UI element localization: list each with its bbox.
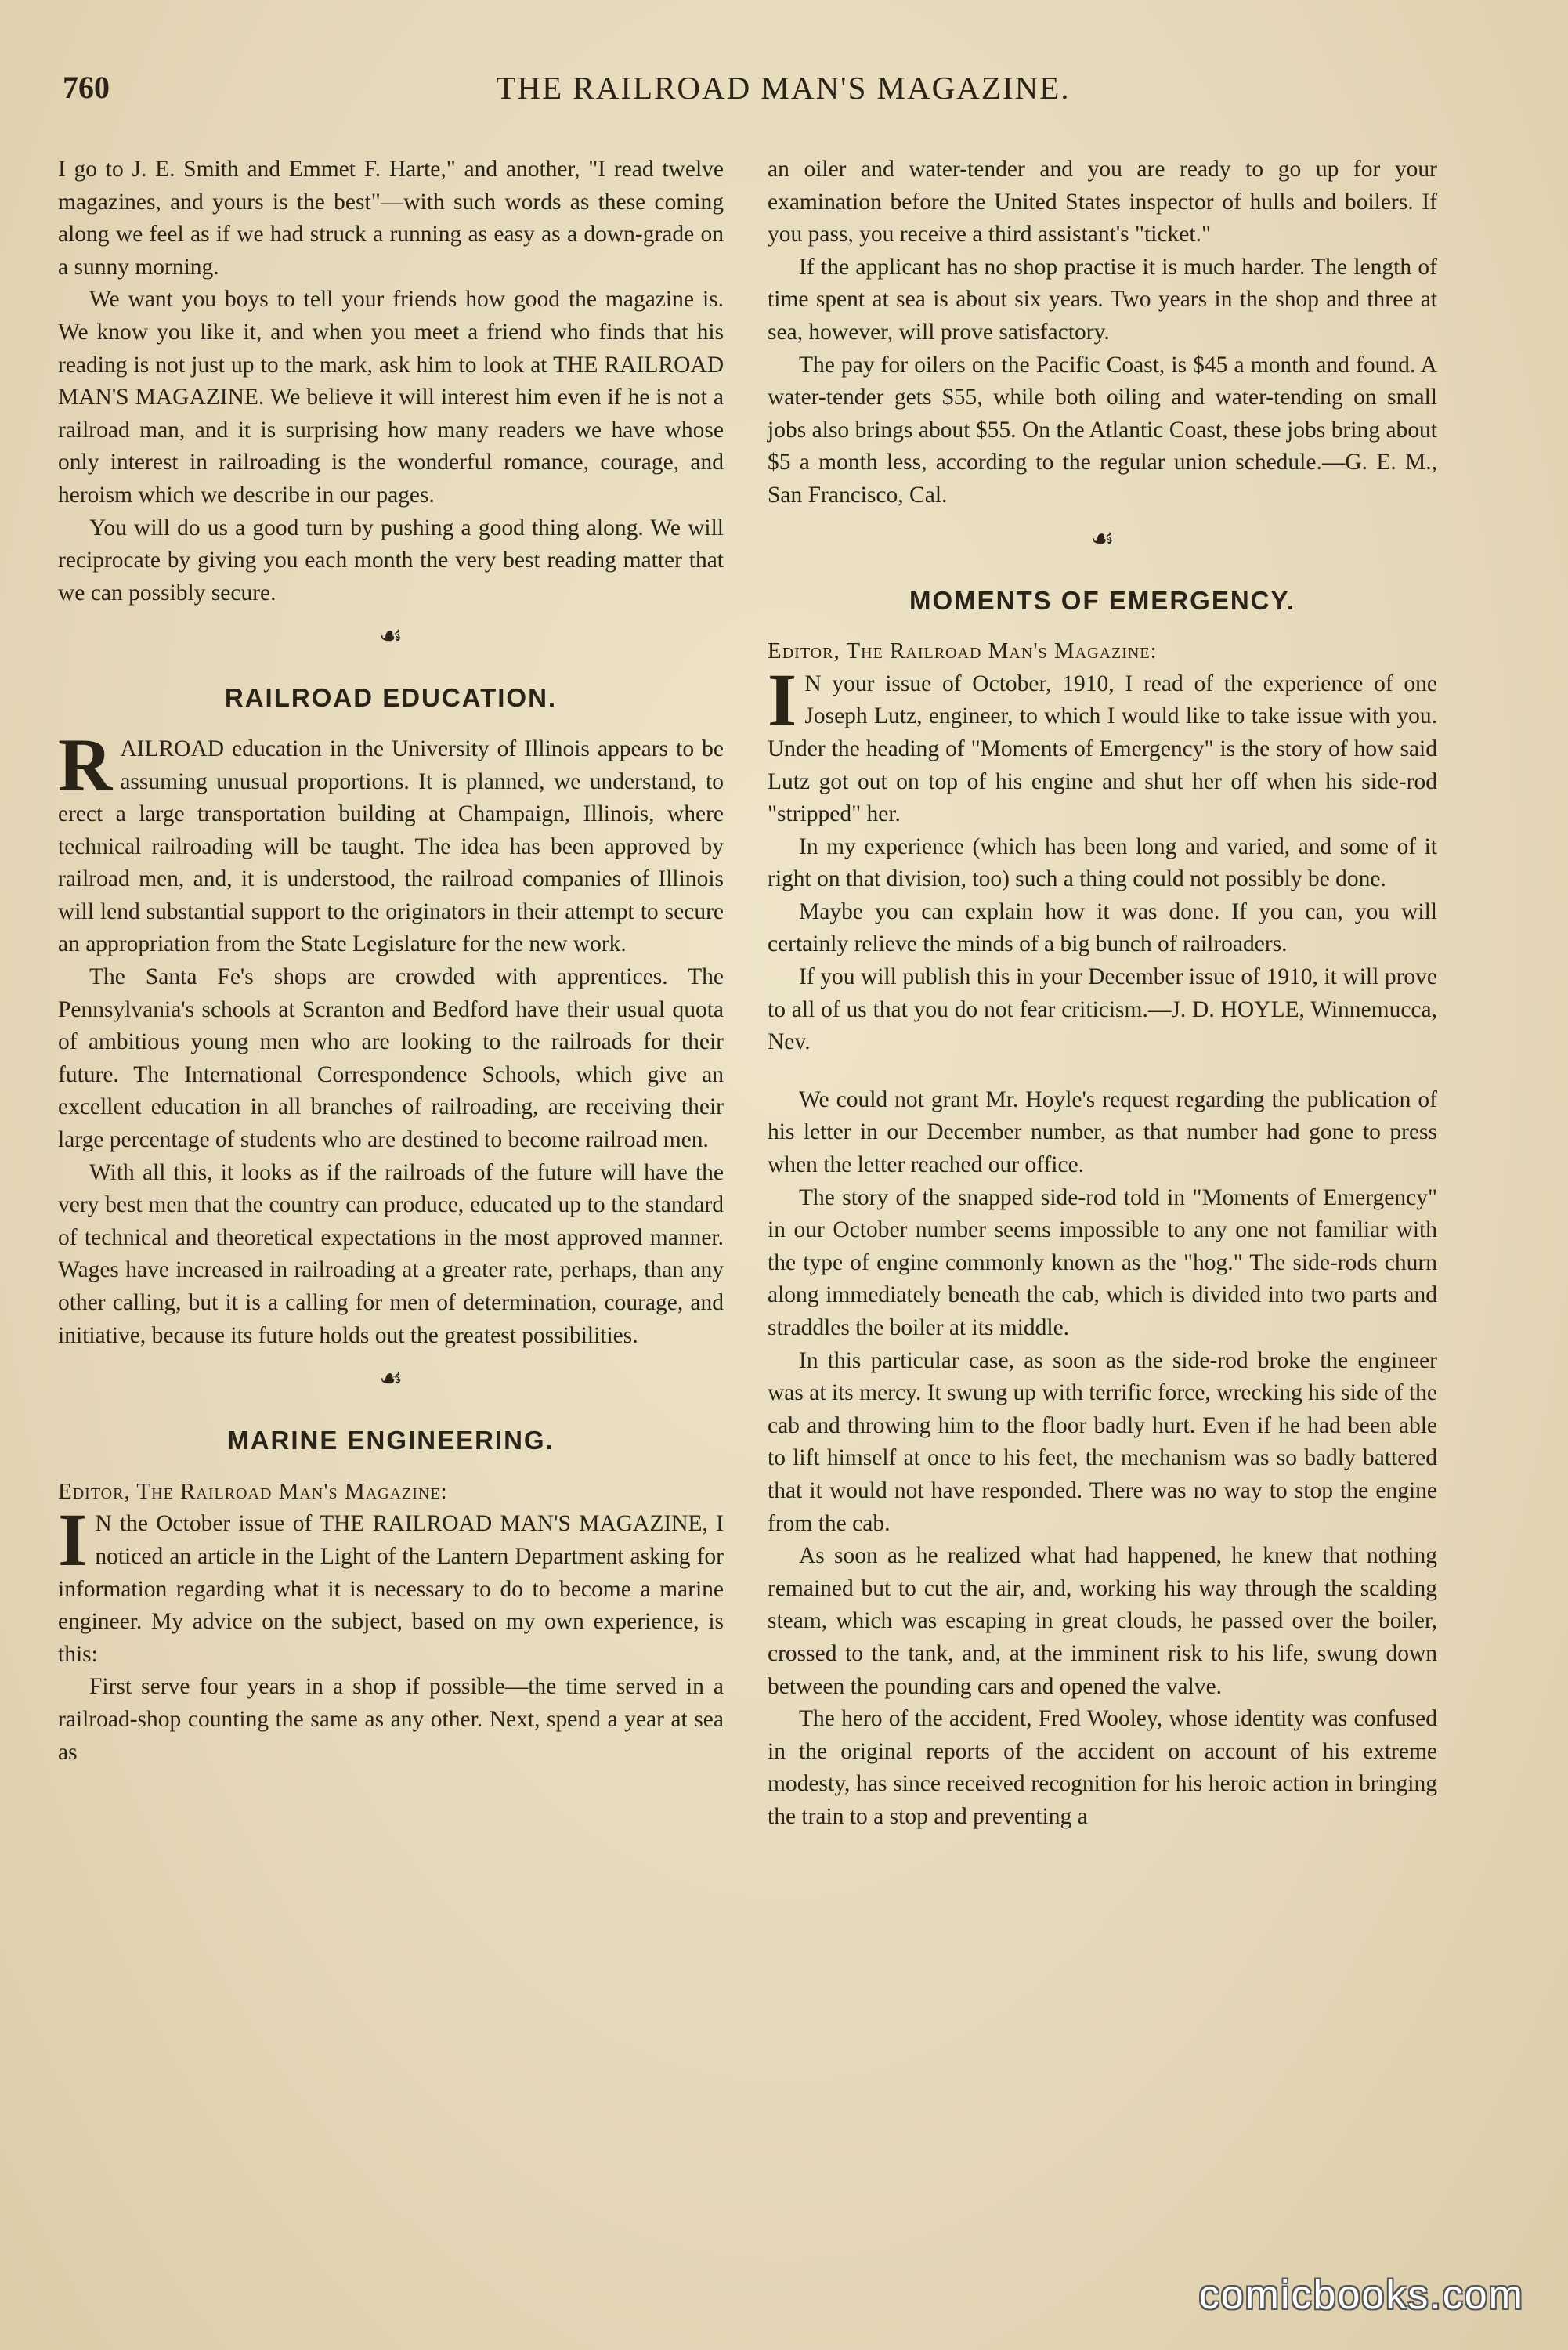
page-header [55,69,1512,116]
right-column [768,154,1437,1834]
drop-cap: I [58,1498,88,1582]
letter-paragraph: In my experience (which has been long and varied, and some of it right on that division, too) such a thing could not possibly be done. [768,833,1437,892]
section-ornament: ☙ [378,622,403,652]
section-heading-railroad-education: RAILROAD EDUCATION. [224,683,558,713]
section-heading-moments-of-emergency: MOMENTS OF EMERGENCY. [909,585,1296,615]
drop-cap: I [768,657,797,742]
article-first-paragraph [58,722,724,961]
article-paragraph: With all this, it looks as if the railroads of the future will have the very best men that the country can produce, educated up to the standard of technical and theoretical expectations in the most approved manner. Wages have increased in railroading at a greater rate, perhaps, than any other calling, but it is a calling for men of determination, courage, and initiative, because its future holds out the greatest possibilities. [58,1159,724,1348]
editor-reply-paragraph: As soon as he realized what had happened, he knew that nothing remained but to cut the air, and, working his way through the scalding steam, which was escaping in great clouds, he passed over the boiler, crossed to the tank, and, at the imminent risk to his life, swung down between the pounding cars and opened the valve. [768,1543,1437,1699]
paragraph-gap [768,1059,1437,1084]
left-column [58,154,724,1769]
letter-first-paragraph [58,1498,724,1671]
letter-signature-paragraph: If you will publish this in your December issue of 1910, it will prove to all of us that you do not fear criticism.—J. D. HOYLE, Winnemucca, Nev. [768,964,1437,1055]
section-ornament: ☙ [1090,524,1115,554]
intro-paragraph: We want you boys to tell your friends how good the magazine is. We know you like it, and when you meet a friend who finds that his reading is not just up to the mark, ask him to look at THE RAILROAD MAN'S MAGAZINE. We believe it will interest him even if he is not a railroad man, and it is surprising how many readers we have whose only interest in railroading is the wonderful romance, courage, and heroism which we describe in our pages. [58,287,724,508]
letter-paragraph: The pay for oilers on the Pacific Coast, is $45 a month and found. A water-tender gets $55, while both oiling and water-tending on small jobs also brings about $55. On the Atlantic Coast, these jobs bring about $5 a month less, according to the regular union schedule.—G. E. M., San Francisco, Cal. [768,352,1437,508]
letter-first-paragraph-text: N your issue of October, 1910, I read of the experience of one Joseph Lutz, engineer, to which I would like to take issue with you. Under the heading of "Moments of Emergency" is the story of how said Lutz got out on top of his engine and shut her off when his side-rod "stripped" her. [768,671,1437,827]
letter-paragraph: an oiler and water-tender and you are ready to go up for your examination before the United States inspector of hulls and boilers. If you pass, you receive a third assistant's "ticket." [768,157,1437,248]
drop-cap: R [58,722,113,807]
running-head: THE RAILROAD MAN'S MAGAZINE. [496,70,1071,106]
section-heading-marine-engineering: MARINE ENGINEERING. [227,1426,555,1455]
letter-paragraph: If the applicant has no shop practise it is much harder. The length of time spent at sea is about six years. Two years in the shop and three at sea, however, will prove satisfactory. [768,254,1437,345]
letter-paragraph: Maybe you can explain how it was done. If you can, you will certainly relieve the minds of a big bunch of railroaders. [768,898,1437,957]
letter-first-paragraph [768,657,1437,831]
letter-first-paragraph-text: N the October issue of THE RAILROAD MAN'S MAGAZINE, I noticed an article in the Light of the Lantern Department asking for information regarding what it is necessary to do to become a marine engineer. My advice on the subject, based on my own experience, is this: [58,1511,724,1667]
intro-paragraph: You will do us a good turn by pushing a good thing along. We will reciprocate by giving you each month the very best reading matter that we can possibly secure. [58,515,724,606]
section-ornament: ☙ [378,1365,403,1394]
editor-salutation: Editor, The Railroad Man's Magazine: [58,1478,448,1504]
article-first-paragraph-text: AILROAD education in the University of Illinois appears to be assuming unusual proportions. It is planned, we understand, to erect a large transportation building at Champaign, Illinois, where technical railroading will be taught. The idea has been approved by railroad men, and, it is understood, the railroad companies of Illinois will lend substantial support to the originators in their attempt to secure an appropriation from the State Legislature for the new work. [58,736,724,957]
editor-reply-paragraph: The story of the snapped side-rod told in "Moments of Emergency" in our October number seems impossible to any one not familiar with the type of engine commonly known as the "hog." The side-rods churn along immediately beneath the cab, which is divided into two parts and straddles the boiler at its middle. [768,1184,1437,1340]
intro-paragraph: I go to J. E. Smith and Emmet F. Harte," and another, "I read twelve magazines, and yours is the best"—with such words as these coming along we feel as if we had struck a running as easy as a down-grade on a sunny morning. [58,157,724,280]
editor-salutation: Editor, The Railroad Man's Magazine: [768,638,1158,664]
editor-reply-paragraph: We could not grant Mr. Hoyle's request regarding the publication of his letter in our December number, as that number had gone to press when the letter reached our office. [768,1086,1437,1178]
article-paragraph: The Santa Fe's shops are crowded with apprentices. The Pennsylvania's schools at Scranton and Bedford have their usual quota of ambitious young men who are looking to the railroads for their future. The International Correspondence Schools, which give an excellent education in all branches of railroading, are receiving their large percentage of students who are destined to become railroad men. [58,964,724,1153]
watermark-logo: comicbooks.com [1198,2272,1524,2318]
letter-paragraph: First serve four years in a shop if possible—the time served in a railroad-shop counting the same as any other. Next, spend a year at sea as [58,1674,724,1765]
editor-reply-paragraph: The hero of the accident, Fred Wooley, whose identity was confused in the original reports of the accident on account of his extreme modesty, has since received recognition for his heroic action in bringing the train to a stop and preventing a [768,1706,1437,1829]
page-number: 760 [63,70,110,105]
editor-reply-paragraph: In this particular case, as soon as the side-rod broke the engineer was at its mercy. It swung up with terrific force, wrecking his side of the cab and throwing him to the floor badly hurt. Even if he had been able to lift himself at once to his feet, the mechanism was so badly battered that it would not have responded. There was no way to stop the engine from the cab. [768,1347,1437,1536]
